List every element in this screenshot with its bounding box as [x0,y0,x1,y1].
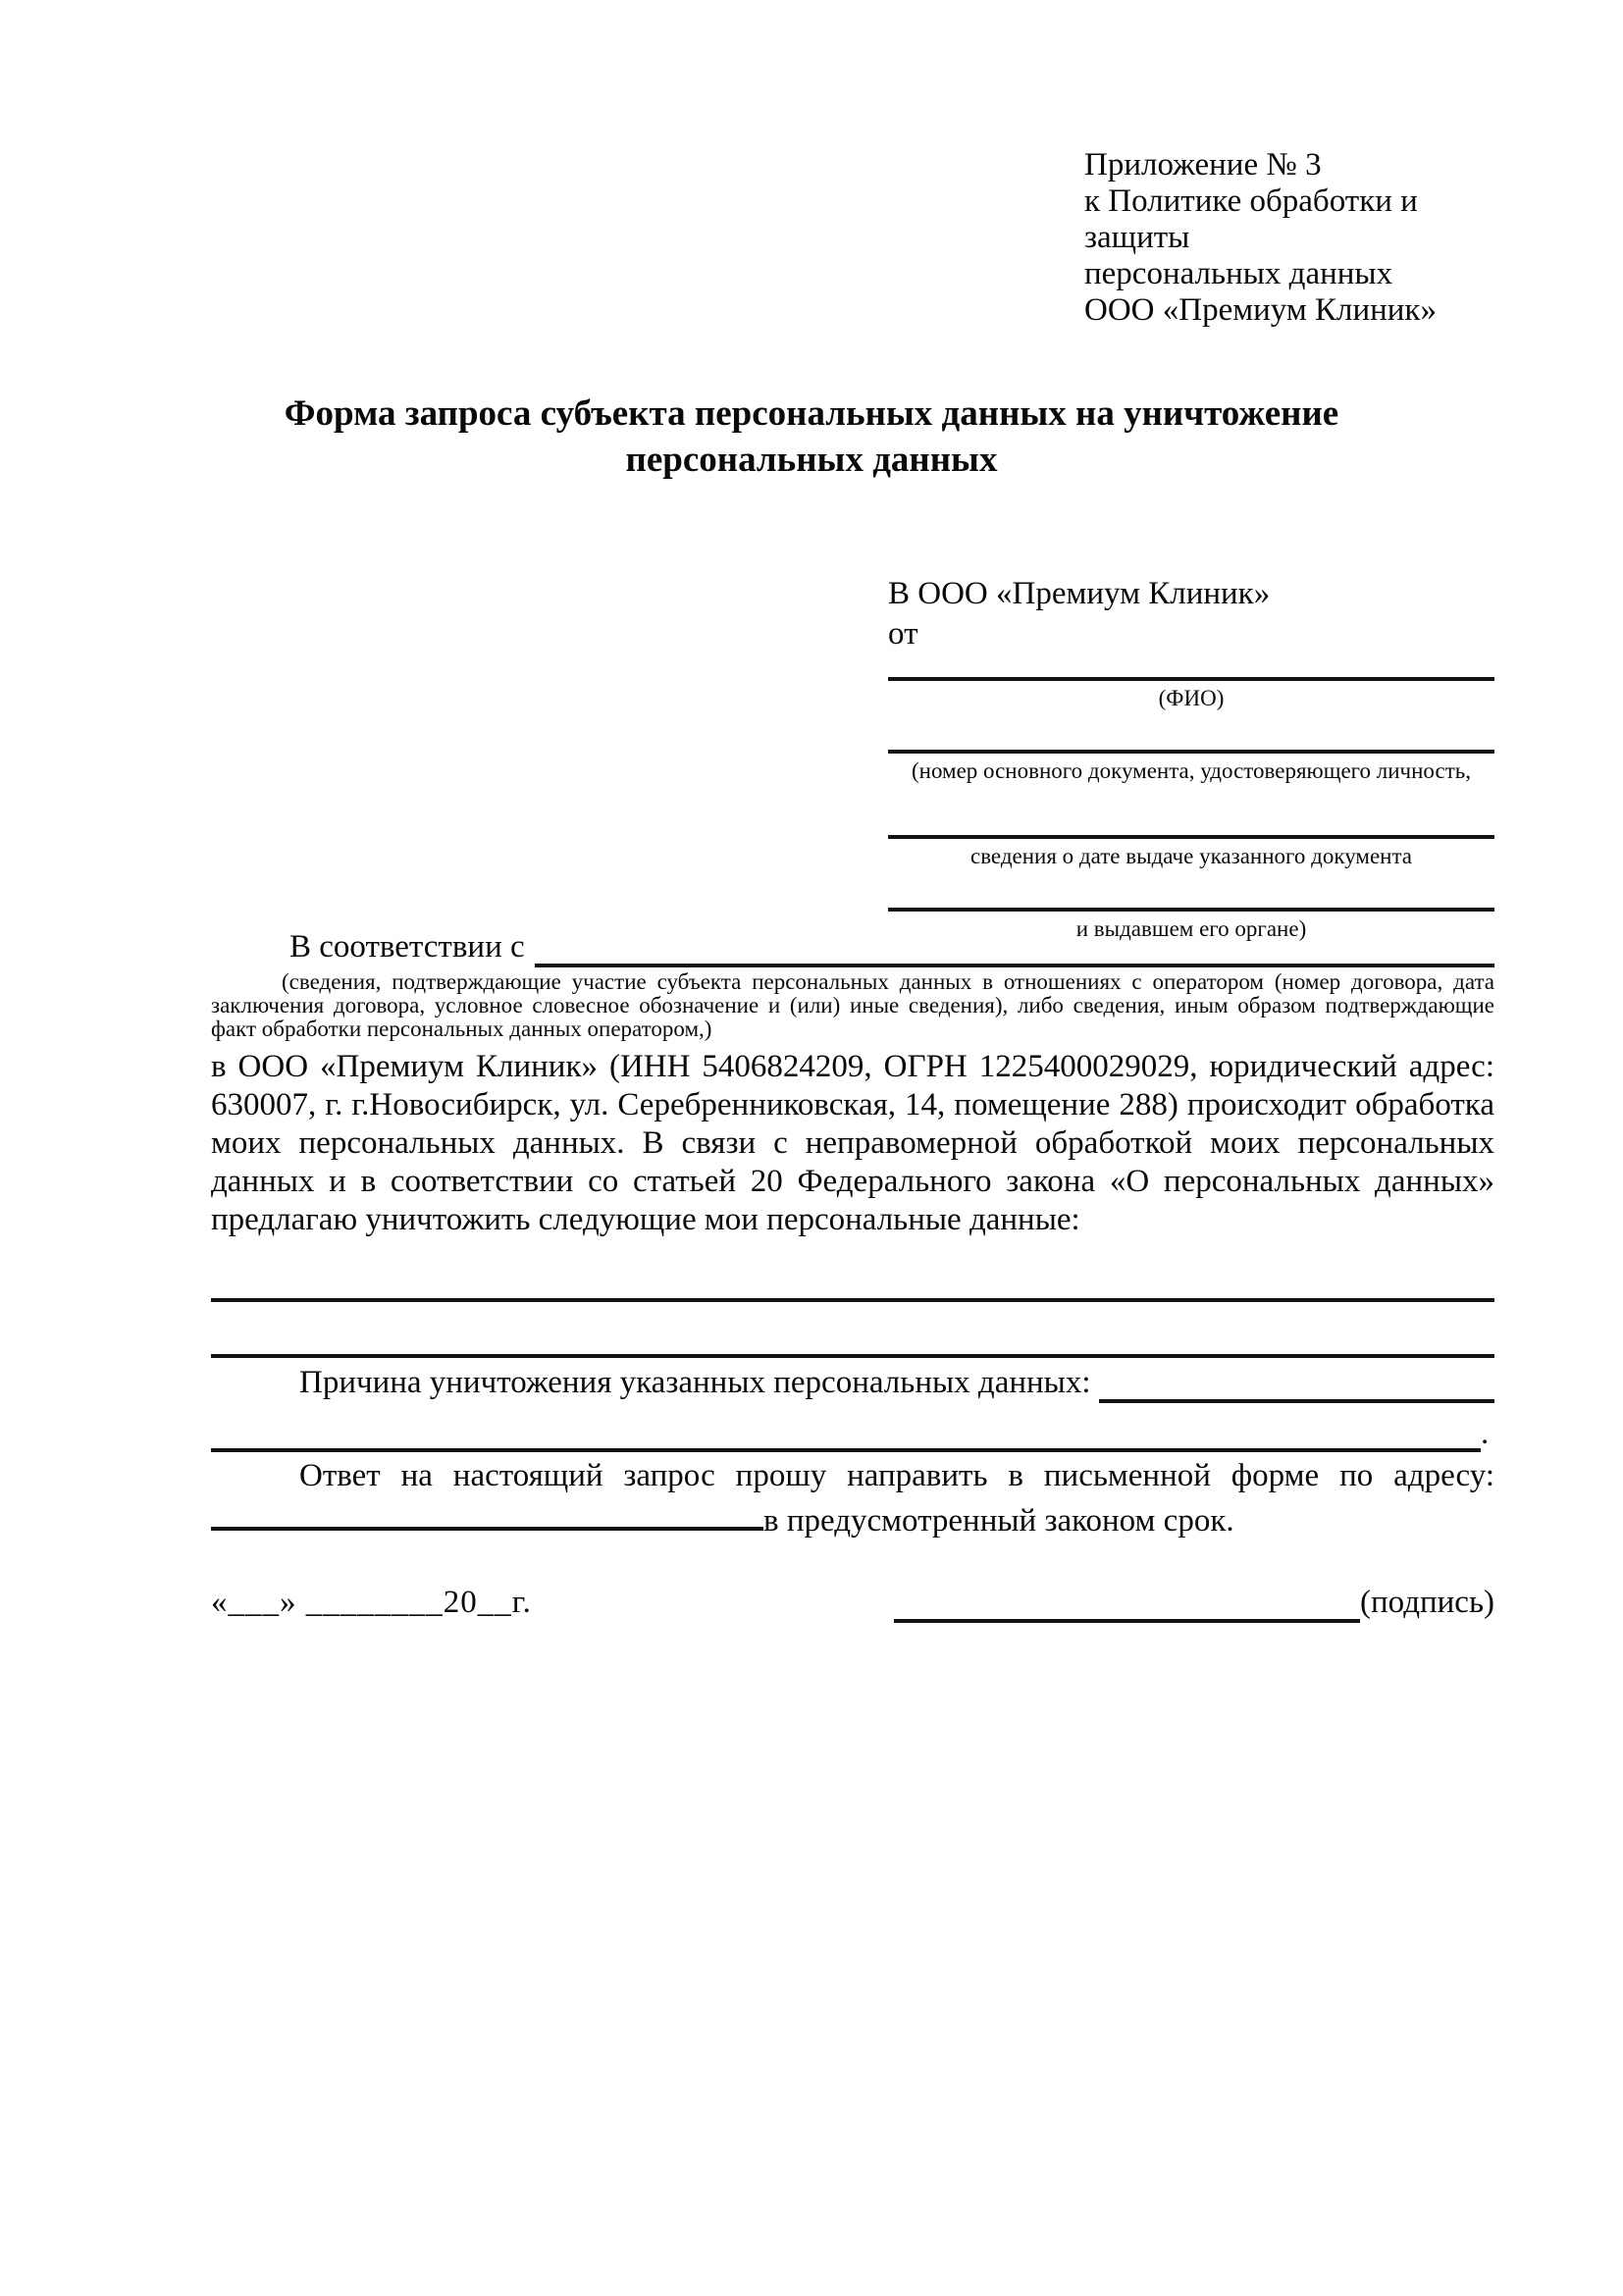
reason-row [211,1363,1494,1403]
date-signature-row [211,1583,1494,1623]
personal-data-blank-line-2[interactable] [211,1354,1494,1358]
address-blank-line[interactable] [211,1496,763,1531]
signature-caption: (подпись) [1360,1585,1494,1620]
issue-date-field [888,823,1494,869]
document-number-caption: (номер основного документа, удостоверяющего личность, [911,758,1471,783]
accordance-footnote: (сведения, подтверждающие участие субъекта персональных данных в отношениях с оператором (номер договора, дата заключения договора, условное словесное обозначение и (или) иные сведения), либо сведения, иным образом подтверждающие факт обработки персональных данных оператором,) [211,969,1494,1041]
issuing-authority-caption: и выдавшем его органе) [1075,916,1307,941]
reason-blank-line[interactable] [1099,1363,1494,1403]
appendix-header-line: Приложение № 3 [1084,147,1322,183]
reason-label: Причина уничтожения указанных персональных данных: [299,1365,1091,1400]
addressee-to: В ООО «Премиум Клиник» [888,576,1271,611]
appendix-header [1084,147,1506,329]
request-paragraph: в ООО «Премиум Клиник» (ИНН 5406824209, ОГРН 1225400029029, юридический адрес: 630007, г. г.Новосибирск, ул. Серебренниковская, 14, помещение 288) происходит обработка моих персональных данных. В связи с неправомерной обработкой моих персональных данных и в соответствии со статьей 20 Федерального закона «О персональных данных» предлагаю уничтожить следующие мои персональные данные: [211,1049,1494,1237]
addressee-from-label: от [888,616,918,652]
document-number-blank-line[interactable] [888,738,1494,754]
answer-tail-text: в предусмотренный законом срок. [763,1503,1234,1539]
fio-caption: (ФИО) [1158,686,1225,710]
answer-text: Ответ на настоящий запрос прошу направить в письменной форме по адресу: [299,1458,1494,1493]
accordance-row [211,927,1494,967]
signature-group [894,1583,1494,1623]
document-title-line: Форма запроса субъекта персональных данных на уничтожение [284,393,1339,434]
document-title [223,391,1400,483]
document-title-line: персональных данных [625,440,998,480]
issue-date-caption: сведения о дате выдаче указанного документа [969,844,1413,868]
main-body [211,927,1494,1623]
accordance-blank-line[interactable] [535,927,1494,967]
accordance-lead-text: В соответствии с [289,929,525,965]
appendix-header-line: персональных данных [1084,256,1393,291]
addressee-block [888,574,1494,942]
fio-field [888,665,1494,711]
reason-blank-line-2[interactable] [211,1415,1481,1452]
document-number-field [888,738,1494,784]
line-end-period: . [1481,1416,1490,1451]
answer-paragraph [211,1456,1494,1541]
issue-date-blank-line[interactable] [888,823,1494,839]
signature-blank-line[interactable] [894,1588,1360,1623]
issuing-authority-blank-line[interactable] [888,896,1494,912]
personal-data-blank-line-1[interactable] [211,1298,1494,1302]
appendix-header-line: ООО «Премиум Клиник» [1084,292,1437,328]
fio-blank-line[interactable] [888,665,1494,681]
reason-continuation-row [211,1415,1494,1452]
appendix-header-line: к Политике обработки и защиты [1084,183,1418,255]
date-blank[interactable]: «___» ________20__г. [211,1585,532,1620]
